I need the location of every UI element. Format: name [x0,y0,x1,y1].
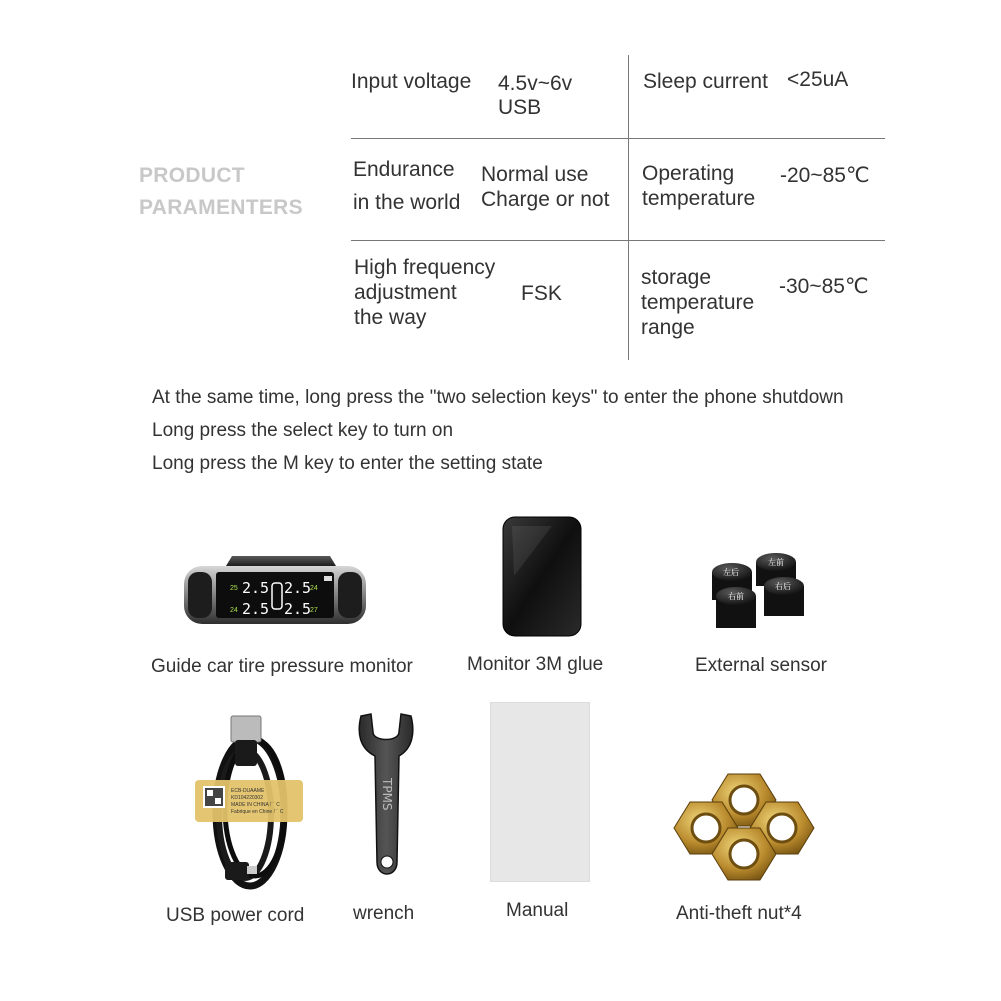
storage-temp-label-2: temperature [641,291,755,314]
sensor-cap-4 [764,577,804,616]
instruction-line-2: Long press the select key to turn on [152,420,454,441]
glue-image [502,516,582,637]
sensor-label-4: 右后 [775,582,791,591]
cable-label-3: MADE IN CHINA 厂 C [231,802,280,808]
usb-cord-image [195,712,305,894]
params-heading [139,160,303,224]
endurance-label-1: Endurance [353,158,455,181]
monitor-temp-tr: 24 [310,585,318,592]
sensor-label-3: 右前 [728,592,744,601]
sleep-current-value: <25uA [787,68,849,91]
sensor-cap-3 [716,587,756,628]
wrench-text: TPMS [380,778,394,811]
hf-label-1: High frequency [354,256,496,279]
sensor-label-2: 左前 [768,558,784,567]
usb-caption: USB power cord [166,905,305,926]
monitor-temp-br: 27 [310,607,318,614]
cable-label-4: Fabrique en Chine 厂 C [231,809,284,815]
nut-caption: Anti-theft nut*4 [676,903,802,924]
nuts-image [672,768,816,886]
operating-temp-value: -20~85℃ [780,164,870,187]
input-voltage-label: Input voltage [351,70,472,93]
monitor-caption: Guide car tire pressure monitor [151,656,413,677]
monitor-pressure-bl: 2.5 [242,600,270,618]
table-vertical-divider [628,55,629,360]
storage-temp-value: -30~85℃ [779,275,869,298]
monitor-image [180,552,370,632]
manual-caption: Manual [506,900,569,921]
cable-label-2: KD104220302 [231,795,263,801]
sleep-current-label: Sleep current [643,70,768,93]
glue-caption: Monitor 3M glue [467,654,604,675]
operating-temp-label-2: temperature [642,187,756,210]
cable-label-1: ECB-DUAAME [231,788,265,794]
endurance-label-2: in the world [353,191,461,214]
sensor-image [708,550,808,645]
wrench-caption: wrench [353,903,415,924]
storage-temp-label-3: range [641,316,695,339]
storage-temp-label-1: storage [641,266,712,289]
monitor-pressure-tr: 2.5 [284,579,312,597]
endurance-value-2: Charge or not [481,188,610,211]
instruction-line-3: Long press the M key to enter the setting state [152,453,543,474]
params-heading-line1: PRODUCT [139,164,245,187]
manual-image [490,702,590,882]
monitor-temp-bl: 24 [230,607,238,614]
params-heading-line2: PARAMENTERS [139,196,303,219]
monitor-pressure-tl: 2.5 [242,579,270,597]
input-voltage-value-2: USB [498,96,542,119]
monitor-pressure-br: 2.5 [284,600,312,618]
hf-value: FSK [521,282,562,305]
monitor-temp-tl: 25 [230,585,238,592]
table-row-divider-2 [351,240,885,241]
input-voltage-value-1: 4.5v~6v [498,72,573,95]
hf-label-3: the way [354,306,427,329]
wrench-image [355,712,417,888]
table-row-divider-1 [351,138,885,139]
operating-temp-label-1: Operating [642,162,735,185]
instruction-line-1: At the same time, long press the "two selection keys" to enter the phone shutdown [152,387,844,408]
hf-label-2: adjustment [354,281,457,304]
sensor-caption: External sensor [695,655,828,676]
endurance-value-1: Normal use [481,163,589,186]
sensor-label-1: 左后 [723,568,739,577]
